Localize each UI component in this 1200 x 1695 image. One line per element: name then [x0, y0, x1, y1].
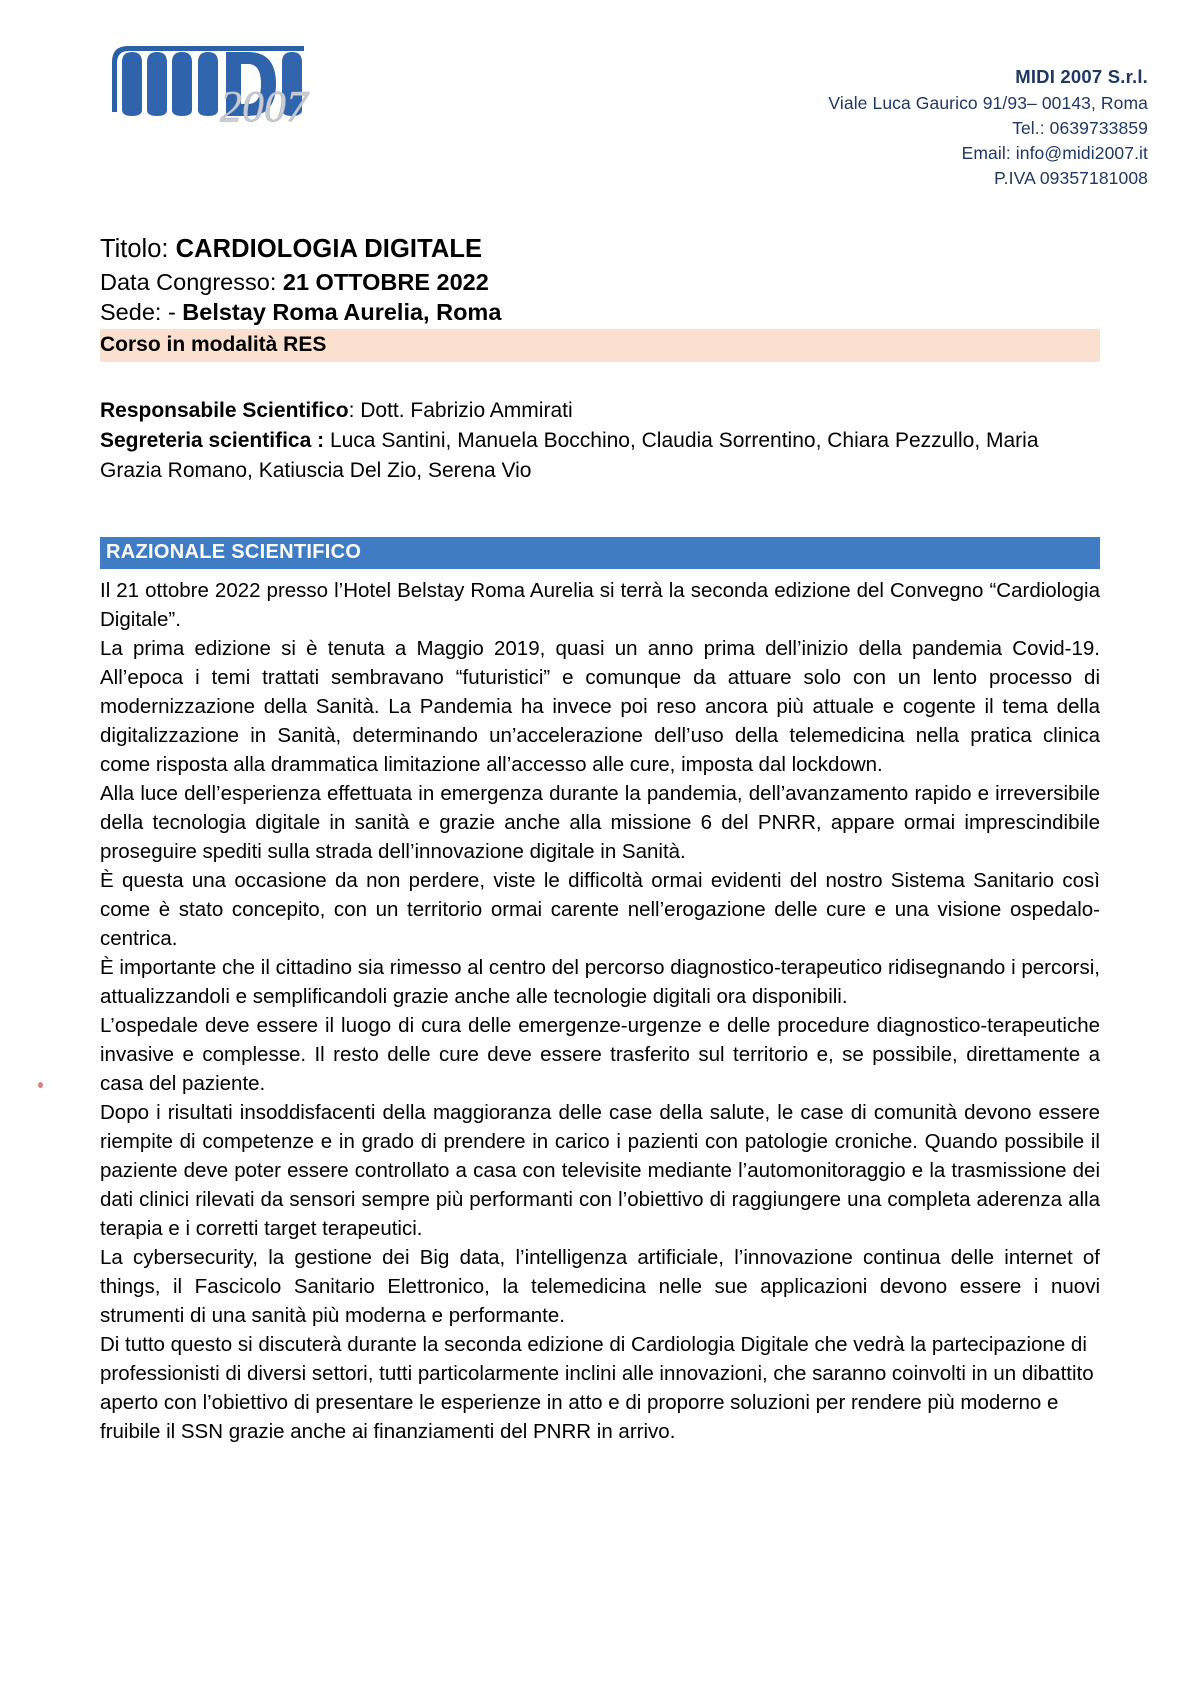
company-contact-block	[828, 26, 1170, 191]
razionale-scientifico-body	[100, 576, 1100, 1446]
scientific-secretariat-label: Segreteria scientifica :	[100, 428, 325, 452]
scientific-staff-block	[100, 396, 1100, 485]
scientific-secretariat-row	[100, 426, 1100, 486]
event-title-label: Titolo:	[100, 235, 176, 264]
event-date-label: Data Congresso:	[100, 268, 283, 295]
paragraph: È importante che il cittadino sia rimesso al centro del percorso diagnostico-terapeutico ridisegnando i percorsi, attualizzandoli e semplificandoli grazie anche alle tecnologie digitali ora disponibili.	[100, 956, 1100, 1009]
paragraph: Alla luce dell’esperienza effettuata in emergenza durante la pandemia, dell’avanzamento rapido e irreversibile della tecnologia digitale in sanità e grazie anche alla missione 6 del PNRR, appare ormai imprescindibile proseguire spediti sulla strada dell’innovazione digitale in Sanità.	[100, 782, 1100, 864]
company-phone: Tel.: 0639733859	[1012, 117, 1148, 138]
paragraph: La cybersecurity, la gestione dei Big data, l’intelligenza artificiale, l’innovazione continua delle internet of things, il Fascicolo Sanitario Elettronico, la telemedicina nelle sue applicazioni devono essere i nuovi strumenti di una sanità più moderna e performante.	[100, 1246, 1100, 1328]
document-content	[0, 233, 1200, 1446]
company-email: Email: info@midi2007.it	[961, 143, 1148, 163]
paragraph: La prima edizione si è tenuta a Maggio 2019, quasi un anno prima dell’inizio della pandemia Covid-19. All’epoca i temi trattati sembravano “futuristici” e comunque da attuare solo con un lento processo di modernizzazione della Sanità. La Pandemia ha invece poi reso ancora più attuale e cogente il tema della digitalizzazione in Sanità, determinando un’accelerazione dell’uso della telemedicina nella pratica clinica come risposta alla drammatica limitazione all’accesso alle cure, imposta dal lockdown.	[100, 637, 1100, 777]
paragraph: È questa una occasione da non perdere, viste le difficoltà ormai evidenti del nostro Sistema Sanitario così come è stato concepito, con un territorio ormai carente nell’erogazione delle cure e una visione ospedalo-centrica.	[100, 869, 1100, 951]
scientific-responsible-value: : Dott. Fabrizio Ammirati	[348, 398, 573, 422]
document-header	[0, 0, 1200, 191]
paragraph: Il 21 ottobre 2022 presso l’Hotel Belstay Roma Aurelia si terrà la seconda edizione del Convegno “Cardiologia Digitale”.	[100, 579, 1100, 632]
midi-2007-logo	[98, 26, 348, 134]
event-title-row	[100, 233, 1100, 266]
paragraph: Dopo i risultati insoddisfacenti della maggioranza delle case della salute, le case di comunità devono essere riempite di competenze e in grado di prendere in carico i pazienti con patologie croniche. Quando possibile il paziente deve poter essere controllato a casa con televisite mediante l’automonitoraggio e la trasmissione dei dati clinici rilevati da sensori sempre più performanti con l’obiettivo di raggiungere una completa aderenza alla terapia e i corretti target terapeutici.	[100, 1101, 1100, 1241]
paragraph: Di tutto questo si discuterà durante la seconda edizione di Cardiologia Digitale che vedrà la partecipazione di professionisti di diversi settori, tutti particolarmente inclini alle innovazioni, che saranno coinvolti in un dibattito aperto con l’obiettivo di presentare le esperienze in atto e di proporre soluzioni per rendere più moderno e fruibile il SSN grazie anche ai finanziamenti del PNRR in arrivo.	[100, 1333, 1094, 1444]
event-date-value: 21 OTTOBRE 2022	[282, 268, 489, 295]
event-title-value: CARDIOLOGIA DIGITALE	[175, 235, 483, 264]
svg-text:2007: 2007	[220, 82, 308, 131]
logo-svg	[98, 26, 348, 134]
company-name: MIDI 2007 S.r.l.	[1015, 66, 1148, 87]
scientific-responsible-label: Responsabile Scientifico	[100, 398, 349, 422]
event-venue-value: Belstay Roma Aurelia, Roma	[182, 299, 502, 326]
event-date-row	[100, 267, 1100, 298]
paragraph: L’ospedale deve essere il luogo di cura delle emergenze-urgenze e delle procedure diagnostico-terapeutiche invasive e complesse. Il resto delle cure deve essere trasferito sul territorio e, se possibile, direttamente a casa del paziente.	[100, 1014, 1100, 1096]
scientific-responsible-row	[100, 396, 1100, 426]
event-title-block	[100, 233, 1100, 362]
course-modality-banner: Corso in modalità RES	[100, 329, 1100, 362]
margin-artifact-mark	[38, 1082, 43, 1088]
event-venue-label: Sede: -	[100, 299, 183, 326]
event-venue-row	[100, 297, 1100, 328]
scientific-secretariat-value: Luca Santini, Manuela Bocchino, Claudia Sorrentino, Chiara Pezzullo, Maria Grazia Romano, Katiuscia Del Zio, Serena Vio	[100, 428, 1039, 482]
company-address: Viale Luca Gaurico 91/93– 00143, Roma	[828, 92, 1148, 113]
company-vat: P.IVA 09357181008	[994, 168, 1148, 189]
section-header-razionale-scientifico: RAZIONALE SCIENTIFICO	[100, 537, 1100, 569]
